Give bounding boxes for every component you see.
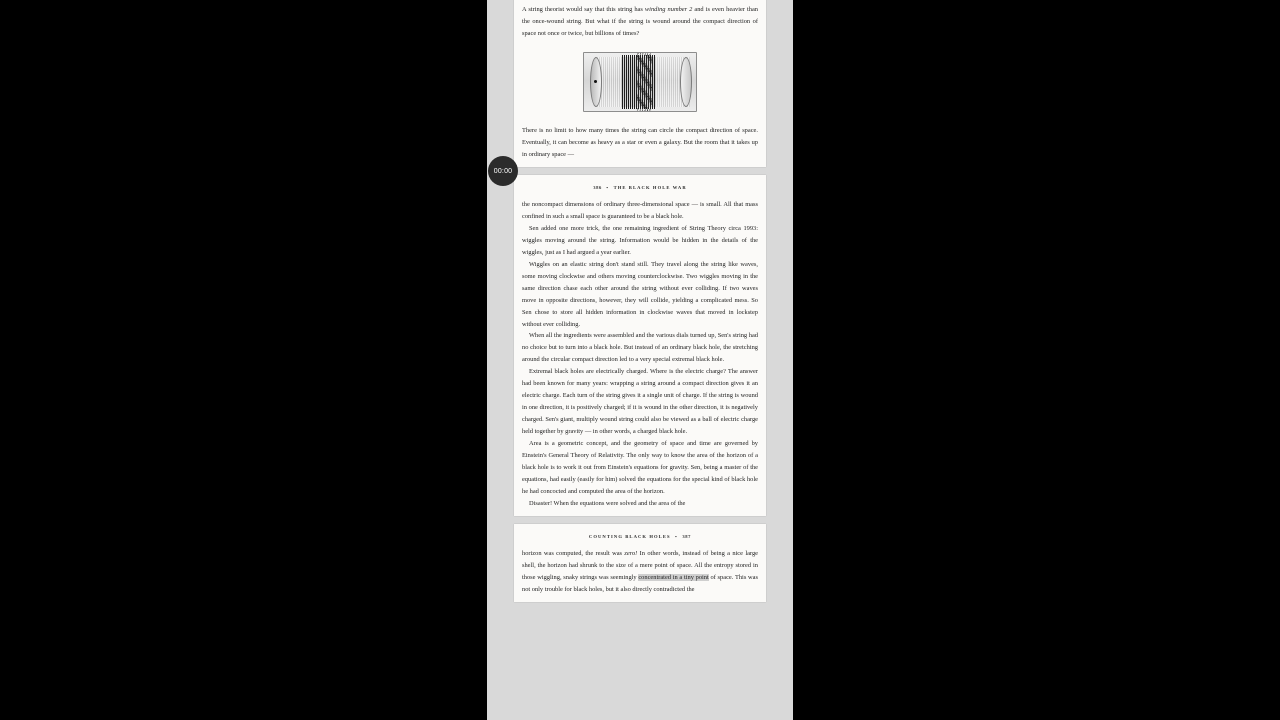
paragraph: A string theorist would say that this string has winding number 2 and is even heavier than the once-wound string. But what if the string is wound around the compact direction of space not once or twice, but billions of times? — [522, 6, 758, 37]
cylinder-right-cap — [680, 57, 692, 107]
running-head — [522, 534, 758, 539]
running-head-title: THE BLACK HOLE WAR — [613, 184, 687, 190]
paragraph: the noncompact dimensions of ordinary three-dimensional space — is small. All that mass confined in such a small space is guaranteed to be a black hole. — [522, 200, 758, 220]
document-page — [514, 0, 766, 167]
paragraph: horizon was computed, the result was zero! In other words, instead of being a nice large shell, the horizon had shrunk to the size of a mere point of space. All the entropy stored in those wiggling, snaky strings was seemingly concentrated in a tiny point of space. This was not only trouble for black holes, but it also directly contradicted the — [522, 550, 758, 593]
page-number: 386 — [593, 184, 602, 190]
timer-badge[interactable]: 00:00 — [488, 156, 518, 186]
running-head-title: COUNTING BLACK HOLES — [588, 534, 671, 539]
paragraph: Extremal black holes are electrically charged. Where is the electric charge? The answer had been known for many years: wrapping a string around a compact direction gives it an electric charge. Each turn of the string gives it a single unit of charge. If the string is wound in one direction, it is positively charged; if it is wound in the other direction, it is negatively charged. Sen's giant, multiply wound string could also be viewed as a ball of electric charge held together by gravity — in other words, a charged black hole. — [522, 368, 758, 436]
paragraph: Wiggles on an elastic string don't stand still. They travel along the string like waves, some moving clockwise and others moving counterclockwise. Two wiggles moving in the same direction chase each other around the string without ever colliding. If two waves move in opposite directions, however, they will collide, yielding a complicated mess. So Sen chose to store all hidden information in clockwise waves that moved in lockstep without ever colliding. — [522, 260, 758, 328]
figure-wound-string-cylinder — [583, 52, 697, 112]
document-page — [514, 524, 766, 602]
paragraph: Area is a geometric concept, and the geometry of space and time are governed by Einstein's General Theory of Relativity. The only way to know the area of the horizon of a black hole is to work it out from Einstein's equations for gravity. Sen, being a master of the equations, had easily (easily for him) solved the equations for the special kind of black hole he had concocted and computed the area of the horizon. — [522, 440, 758, 496]
paragraph: When all the ingredients were assembled and the various dials turned up, Sen's string had no choice but to turn into a black hole. But instead of an ordinary black hole, the stretching around the circular compact direction led to a very special extremal black hole. — [522, 332, 758, 364]
running-head — [522, 185, 758, 190]
string-coil-fan — [636, 52, 652, 112]
paragraph: There is no limit to how many times the string can circle the compact direction of space. Eventually, it can become as heavy as a star or even a galaxy. But the room that it takes up in ordinary space — — [522, 126, 758, 158]
running-head-separator: • — [606, 184, 610, 190]
running-head-separator: • — [675, 534, 678, 539]
text-highlight: concentrated in a tiny point — [638, 573, 709, 581]
page-number: 387 — [682, 534, 692, 539]
paragraph: Sen added one more trick, the one remaining ingredient of String Theory circa 1993: wiggles moving around the string. Information would be hidden in the details of the wiggles, just as I had argued a year earlier. — [522, 224, 758, 256]
document-viewer[interactable] — [487, 0, 793, 720]
paragraph: Disaster! When the equations were solved and the area of the — [529, 500, 686, 508]
document-page — [514, 175, 766, 516]
